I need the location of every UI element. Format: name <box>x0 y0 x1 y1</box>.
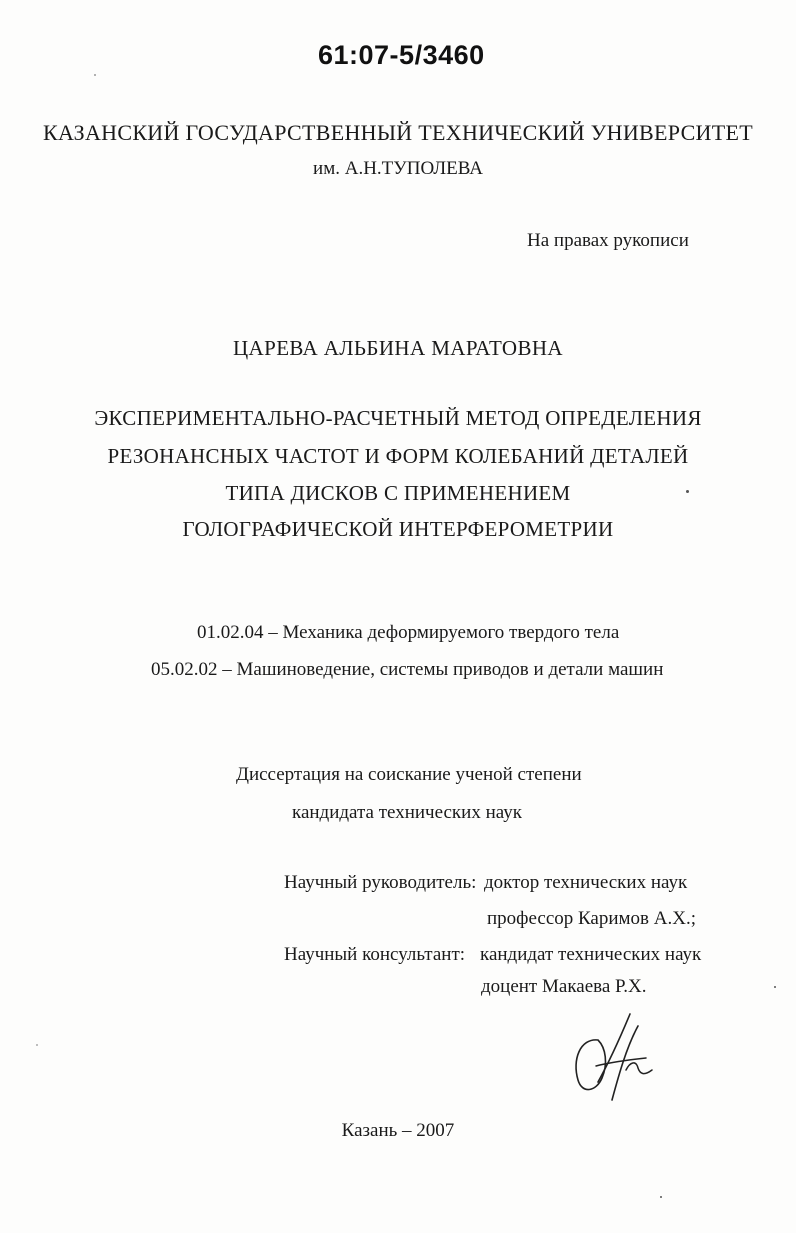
consultant-name: доцент Макаева Р.Х. <box>481 976 647 997</box>
specialty-code-line: 05.02.02 – Машиноведение, системы приводов и детали машин <box>151 659 664 680</box>
catalog-stamp: 61:07-5/3460 <box>318 40 485 70</box>
thesis-title-line: ГОЛОГРАФИЧЕСКОЙ ИНТЕРФЕРОМЕТРИИ <box>182 517 614 541</box>
supervisor-degree: доктор технических наук <box>484 872 688 893</box>
thesis-degree-line: Диссертация на соискание ученой степени <box>236 764 582 785</box>
city-year: Казань – 2007 <box>341 1120 455 1141</box>
supervisor-name: профессор Каримов А.Х.; <box>487 908 696 929</box>
scan-speck <box>774 986 776 988</box>
consultant-degree: кандидат технических наук <box>480 944 702 965</box>
specialty-code-line: 01.02.04 – Механика деформируемого твердого тела <box>197 622 620 643</box>
scan-speck <box>36 1044 38 1046</box>
university-named-after: им. А.Н.ТУПОЛЕВА <box>313 158 483 179</box>
author-name: ЦАРЕВА АЛЬБИНА МАРАТОВНА <box>232 336 563 360</box>
thesis-title-line: РЕЗОНАНСНЫХ ЧАСТОТ И ФОРМ КОЛЕБАНИЙ ДЕТАЛЕЙ <box>107 444 689 468</box>
scan-speck <box>686 490 689 493</box>
handwritten-signature-icon <box>568 1008 660 1104</box>
thesis-degree-line: кандидата технических наук <box>292 802 522 823</box>
consultant-label: Научный консультант: <box>284 944 466 965</box>
scan-speck <box>94 74 96 76</box>
rights-note: На правах рукописи <box>527 230 689 251</box>
supervisor-label: Научный руководитель: <box>284 872 477 893</box>
thesis-title-line: ТИПА ДИСКОВ С ПРИМЕНЕНИЕМ <box>225 481 571 505</box>
scan-speck <box>660 1196 662 1198</box>
university-name: КАЗАНСКИЙ ГОСУДАРСТВЕННЫЙ ТЕХНИЧЕСКИЙ УНИВЕРСИТЕТ <box>43 120 753 145</box>
thesis-title-line: ЭКСПЕРИМЕНТАЛЬНО-РАСЧЕТНЫЙ МЕТОД ОПРЕДЕЛЕНИЯ <box>94 406 702 430</box>
